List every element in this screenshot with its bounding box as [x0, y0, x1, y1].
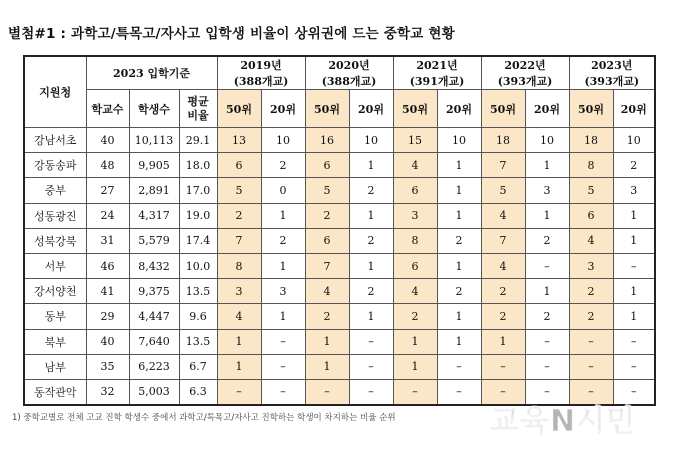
top20-cell: 2 — [349, 279, 393, 304]
top50-cell: 1 — [305, 354, 349, 379]
region-cell: 강남서초 — [24, 128, 86, 153]
top50-cell: 2 — [481, 279, 525, 304]
top50-cell: 6 — [393, 178, 437, 203]
top20-cell: – — [613, 379, 655, 404]
region-cell: 동부 — [24, 304, 86, 329]
top50-cell: 5 — [481, 178, 525, 203]
schools-cell: 46 — [86, 253, 129, 278]
watermark-logo: 교육N시민 — [490, 404, 637, 439]
region-cell: 성동광진 — [24, 203, 86, 228]
year-label: 2023년 — [591, 59, 633, 72]
top50-cell: 13 — [217, 128, 261, 153]
top20-cell: – — [525, 329, 569, 354]
year-label: 2021년 — [416, 59, 458, 72]
region-cell: 서부 — [24, 253, 86, 278]
top20-cell: 2 — [261, 228, 305, 253]
students-cell: 9,905 — [129, 153, 179, 178]
header-row-1 — [24, 56, 655, 90]
schools-cell: 41 — [86, 279, 129, 304]
region-cell: 북부 — [24, 329, 86, 354]
top20-cell: 1 — [437, 178, 481, 203]
top20-header: 20위 — [349, 90, 393, 128]
top50-cell: 6 — [569, 203, 613, 228]
top50-cell: – — [569, 379, 613, 404]
top20-cell: – — [613, 253, 655, 278]
table-row — [24, 329, 655, 354]
top50-cell: 4 — [305, 279, 349, 304]
school-count-label: (391개교) — [409, 75, 465, 88]
top20-cell: 1 — [525, 279, 569, 304]
page-title: 별첨#1 : 과학고/특목고/자사고 입학생 비율이 상위권에 드는 중학교 현황 — [8, 26, 455, 42]
top20-cell: 3 — [525, 178, 569, 203]
region-cell: 동작관악 — [24, 379, 86, 404]
avg-ratio-cell: 6.7 — [179, 354, 217, 379]
schools-cell: 48 — [86, 153, 129, 178]
students-cell: 5,003 — [129, 379, 179, 404]
top20-header: 20위 — [525, 90, 569, 128]
top20-cell: 1 — [437, 253, 481, 278]
avg-ratio-cell: 6.3 — [179, 379, 217, 404]
school-count-label: (388개교) — [321, 75, 377, 88]
schools-cell: 35 — [86, 354, 129, 379]
top20-cell: 1 — [349, 203, 393, 228]
top20-cell: 2 — [261, 153, 305, 178]
students-cell: 4,317 — [129, 203, 179, 228]
top20-cell: 2 — [349, 178, 393, 203]
avg-ratio-cell: 29.1 — [179, 128, 217, 153]
top50-cell: 16 — [305, 128, 349, 153]
top20-cell: 0 — [261, 178, 305, 203]
top20-cell: – — [525, 253, 569, 278]
avg-ratio-header: 평균 비율 — [179, 90, 217, 128]
top20-cell: 10 — [261, 128, 305, 153]
top50-cell: 1 — [305, 329, 349, 354]
table-row — [24, 354, 655, 379]
top50-cell: 1 — [217, 329, 261, 354]
top50-header: 50위 — [569, 90, 613, 128]
school-count-label: (388개교) — [233, 75, 289, 88]
top20-cell: – — [525, 354, 569, 379]
top50-cell: 2 — [569, 304, 613, 329]
top20-cell: 1 — [613, 203, 655, 228]
top50-cell: 8 — [569, 153, 613, 178]
avg-ratio-cell: 9.6 — [179, 304, 217, 329]
top50-cell: – — [481, 354, 525, 379]
basis-header: 2023 입학기준 — [86, 56, 217, 90]
students-header: 학생수 — [129, 90, 179, 128]
students-cell: 8,432 — [129, 253, 179, 278]
top20-cell: 1 — [613, 304, 655, 329]
table-row — [24, 279, 655, 304]
top50-cell: 4 — [393, 153, 437, 178]
students-cell: 4,447 — [129, 304, 179, 329]
top50-cell: 2 — [305, 203, 349, 228]
table-row — [24, 228, 655, 253]
top20-cell: 1 — [261, 253, 305, 278]
top20-cell: 1 — [349, 153, 393, 178]
avg-ratio-cell: 17.4 — [179, 228, 217, 253]
top20-cell: 1 — [437, 304, 481, 329]
top50-cell: 2 — [393, 304, 437, 329]
top20-cell: – — [261, 329, 305, 354]
top50-cell: 4 — [217, 304, 261, 329]
top20-cell: 1 — [613, 228, 655, 253]
top20-header: 20위 — [437, 90, 481, 128]
students-cell: 10,113 — [129, 128, 179, 153]
top20-cell: 1 — [525, 203, 569, 228]
top20-cell: 2 — [437, 228, 481, 253]
top50-cell: 3 — [217, 279, 261, 304]
top50-cell: – — [569, 329, 613, 354]
top20-cell: 1 — [613, 279, 655, 304]
top50-cell: – — [569, 354, 613, 379]
school-count-label: (393개교) — [497, 75, 553, 88]
year-label: 2019년 — [240, 59, 282, 72]
table-row — [24, 128, 655, 153]
top20-cell: 2 — [613, 153, 655, 178]
school-ranking-table-wrapper — [23, 55, 656, 406]
avg-ratio-cell: 19.0 — [179, 203, 217, 228]
year-header — [481, 56, 569, 90]
top50-cell: – — [217, 379, 261, 404]
top20-cell: 2 — [525, 228, 569, 253]
top50-cell: 7 — [305, 253, 349, 278]
top20-cell: – — [349, 329, 393, 354]
region-cell: 성북강북 — [24, 228, 86, 253]
students-cell: 6,223 — [129, 354, 179, 379]
top50-cell: 2 — [217, 203, 261, 228]
top50-header: 50위 — [217, 90, 261, 128]
students-cell: 2,891 — [129, 178, 179, 203]
top20-cell: – — [349, 354, 393, 379]
region-header: 지원청 — [24, 56, 86, 128]
top50-header: 50위 — [481, 90, 525, 128]
top50-cell: 6 — [393, 253, 437, 278]
top20-cell: – — [613, 329, 655, 354]
school-ranking-table — [23, 55, 656, 406]
top50-cell: 6 — [217, 153, 261, 178]
top50-cell: 2 — [569, 279, 613, 304]
top20-cell: 2 — [525, 304, 569, 329]
schools-cell: 29 — [86, 304, 129, 329]
top50-cell: 1 — [393, 329, 437, 354]
top50-cell: 1 — [217, 354, 261, 379]
top20-cell: 1 — [525, 153, 569, 178]
top20-cell: 1 — [349, 253, 393, 278]
top20-cell: 1 — [437, 329, 481, 354]
top50-cell: 2 — [305, 304, 349, 329]
top20-header: 20위 — [613, 90, 655, 128]
top50-cell: 18 — [481, 128, 525, 153]
top20-cell: – — [613, 354, 655, 379]
top20-cell: – — [349, 379, 393, 404]
top50-cell: – — [305, 379, 349, 404]
top20-cell: 3 — [261, 279, 305, 304]
schools-header: 학교수 — [86, 90, 129, 128]
top20-cell: 10 — [437, 128, 481, 153]
schools-cell: 31 — [86, 228, 129, 253]
year-header — [217, 56, 305, 90]
top50-cell: 6 — [305, 153, 349, 178]
top50-cell: 7 — [481, 228, 525, 253]
top20-cell: – — [261, 379, 305, 404]
top50-cell: 6 — [305, 228, 349, 253]
footnote: 1) 중학교별로 전체 고교 진학 학생수 중에서 과학고/특목고/자사고 진학하는 학생이 차지하는 비율 순위 — [12, 413, 396, 423]
top20-cell: 3 — [613, 178, 655, 203]
table-row — [24, 153, 655, 178]
top20-cell: – — [437, 379, 481, 404]
top20-cell: – — [525, 379, 569, 404]
region-cell: 중부 — [24, 178, 86, 203]
school-count-label: (393개교) — [584, 75, 640, 88]
top50-header: 50위 — [393, 90, 437, 128]
table-row — [24, 178, 655, 203]
top50-cell: 5 — [569, 178, 613, 203]
avg-ratio-cell: 13.5 — [179, 329, 217, 354]
top20-cell: – — [261, 354, 305, 379]
table-row — [24, 203, 655, 228]
avg-ratio-cell: 17.0 — [179, 178, 217, 203]
top20-cell: 2 — [437, 279, 481, 304]
top20-cell: 10 — [613, 128, 655, 153]
top50-cell: 3 — [393, 203, 437, 228]
avg-ratio-cell: 10.0 — [179, 253, 217, 278]
top50-cell: – — [481, 379, 525, 404]
students-cell: 5,579 — [129, 228, 179, 253]
table-row — [24, 304, 655, 329]
region-cell: 강동송파 — [24, 153, 86, 178]
top50-cell: 8 — [393, 228, 437, 253]
year-label: 2020년 — [328, 59, 370, 72]
top50-cell: 8 — [217, 253, 261, 278]
schools-cell: 40 — [86, 329, 129, 354]
top20-cell: 1 — [437, 153, 481, 178]
region-cell: 강서양천 — [24, 279, 86, 304]
top50-cell: 3 — [569, 253, 613, 278]
top50-cell: 4 — [481, 253, 525, 278]
students-cell: 7,640 — [129, 329, 179, 354]
schools-cell: 24 — [86, 203, 129, 228]
top50-cell: 1 — [393, 354, 437, 379]
avg-ratio-cell: 13.5 — [179, 279, 217, 304]
year-header — [393, 56, 481, 90]
schools-cell: 40 — [86, 128, 129, 153]
top20-cell: 1 — [261, 203, 305, 228]
top50-cell: 4 — [393, 279, 437, 304]
top50-cell: 1 — [481, 329, 525, 354]
avg-ratio-cell: 18.0 — [179, 153, 217, 178]
top20-cell: – — [437, 354, 481, 379]
table-row — [24, 253, 655, 278]
header-row-2 — [24, 90, 655, 128]
top50-cell: 15 — [393, 128, 437, 153]
top50-cell: 5 — [305, 178, 349, 203]
top50-cell: 4 — [481, 203, 525, 228]
top20-cell: 1 — [349, 304, 393, 329]
top50-cell: 4 — [569, 228, 613, 253]
schools-cell: 27 — [86, 178, 129, 203]
top50-header: 50위 — [305, 90, 349, 128]
top50-cell: 18 — [569, 128, 613, 153]
top50-cell: 7 — [481, 153, 525, 178]
top20-cell: 10 — [349, 128, 393, 153]
top20-cell: 2 — [349, 228, 393, 253]
top20-cell: 10 — [525, 128, 569, 153]
region-cell: 남부 — [24, 354, 86, 379]
year-label: 2022년 — [504, 59, 546, 72]
top50-cell: 7 — [217, 228, 261, 253]
top50-cell: 5 — [217, 178, 261, 203]
table-body — [24, 128, 655, 405]
students-cell: 9,375 — [129, 279, 179, 304]
schools-cell: 32 — [86, 379, 129, 404]
top20-cell: 1 — [437, 203, 481, 228]
top50-cell: 2 — [481, 304, 525, 329]
year-header — [305, 56, 393, 90]
top50-cell: – — [393, 379, 437, 404]
top20-cell: 1 — [261, 304, 305, 329]
year-header — [569, 56, 655, 90]
top20-header: 20위 — [261, 90, 305, 128]
